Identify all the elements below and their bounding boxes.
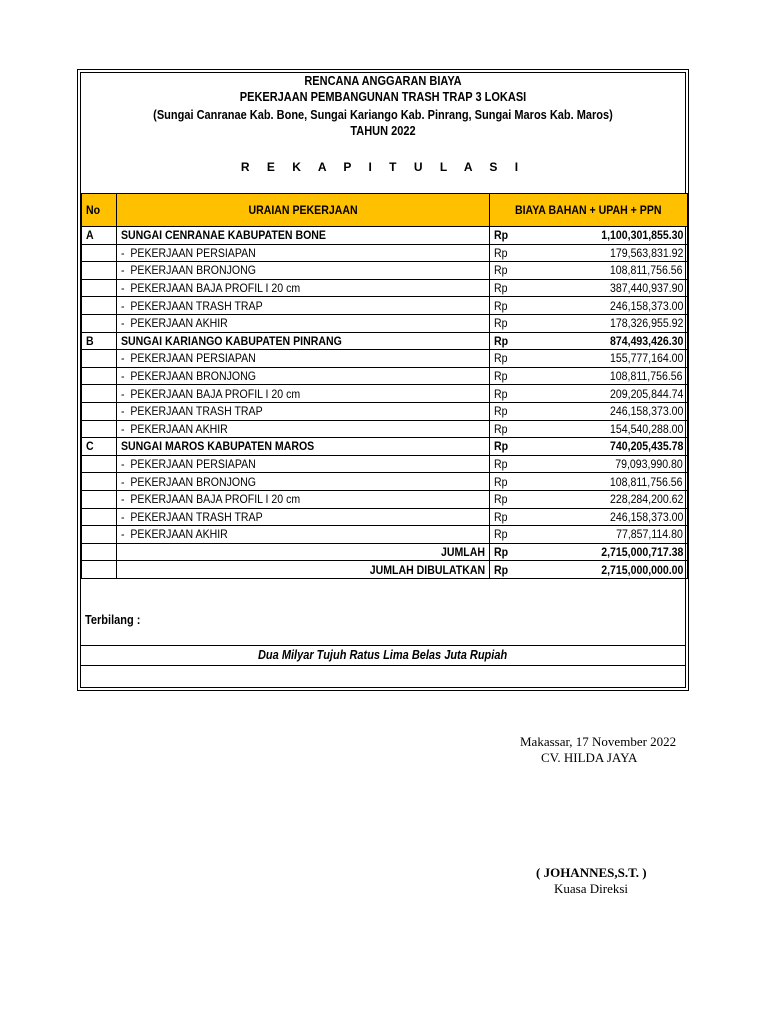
currency-label: Rp (490, 350, 535, 368)
currency-label: Rp (490, 438, 535, 456)
doc-year: TAHUN 2022 (350, 124, 416, 138)
currency-label: Rp (490, 279, 535, 297)
total-label: JUMLAH DIBULATKAN (117, 561, 490, 579)
currency-label: Rp (490, 402, 535, 420)
item-amount: 178,326,955.92 (535, 314, 688, 332)
currency-label: Rp (490, 262, 535, 280)
section-row (82, 438, 688, 456)
row-no (82, 367, 117, 385)
item-label: - PEKERJAAN BAJA PROFIL I 20 cm (117, 279, 490, 297)
terbilang-label: Terbilang : (85, 613, 141, 627)
currency-label: Rp (490, 543, 535, 561)
item-amount: 179,563,831.92 (535, 244, 688, 262)
signer-position: Kuasa Direksi (554, 881, 629, 896)
item-label: - PEKERJAAN BAJA PROFIL I 20 cm (117, 490, 490, 508)
recap-table-body (82, 194, 688, 579)
item-amount: 246,158,373.00 (535, 508, 688, 526)
item-label: - PEKERJAAN AKHIR (117, 420, 490, 438)
item-amount: 108,811,756.56 (535, 367, 688, 385)
item-amount: 79,093,990.80 (535, 455, 688, 473)
company-name: CV. HILDA JAYA (541, 750, 638, 765)
currency-label: Rp (490, 561, 535, 579)
section-total: 740,205,435.78 (535, 438, 688, 456)
row-no (82, 543, 117, 561)
total-label: JUMLAH (117, 543, 490, 561)
item-label: - PEKERJAAN TRASH TRAP (117, 402, 490, 420)
item-amount: 77,857,114.80 (535, 526, 688, 544)
row-no (82, 473, 117, 491)
table-row (82, 314, 688, 332)
table-row (82, 279, 688, 297)
jumlah-row (82, 543, 688, 561)
item-label: - PEKERJAAN AKHIR (117, 314, 490, 332)
currency-label: Rp (490, 227, 535, 245)
table-row (82, 244, 688, 262)
table-row (82, 262, 688, 280)
col-no-header: No (82, 194, 117, 227)
item-amount: 246,158,373.00 (535, 297, 688, 315)
item-label: - PEKERJAAN PERSIAPAN (117, 455, 490, 473)
terbilang-text: Dua Milyar Tujuh Ratus Lima Belas Juta Rupiah (258, 648, 508, 662)
item-amount: 209,205,844.74 (535, 385, 688, 403)
signer-name: ( JOHANNES,S.T. ) (536, 865, 647, 880)
table-row (82, 508, 688, 526)
divider (81, 645, 685, 646)
section-title: SUNGAI MAROS KABUPATEN MAROS (117, 438, 490, 456)
row-no (82, 385, 117, 403)
section-title: SUNGAI CENRANAE KABUPATEN BONE (117, 227, 490, 245)
item-label: - PEKERJAAN AKHIR (117, 526, 490, 544)
row-no (82, 297, 117, 315)
section-total: 1,100,301,855.30 (535, 227, 688, 245)
table-row (82, 455, 688, 473)
table-row (82, 526, 688, 544)
currency-label: Rp (490, 490, 535, 508)
row-no (82, 490, 117, 508)
section-no: B (82, 332, 117, 350)
table-row (82, 402, 688, 420)
col-biaya-header: BIAYA BAHAN + UPAH + PPN (490, 194, 688, 227)
currency-label: Rp (490, 314, 535, 332)
row-no (82, 262, 117, 280)
table-row (82, 490, 688, 508)
currency-label: Rp (490, 332, 535, 350)
rekap-heading: R E K A P I T U L A S I (240, 160, 526, 174)
item-amount: 154,540,288.00 (535, 420, 688, 438)
item-label: - PEKERJAAN TRASH TRAP (117, 508, 490, 526)
currency-label: Rp (490, 455, 535, 473)
section-title: SUNGAI KARIANGO KABUPATEN PINRANG (117, 332, 490, 350)
doc-title: RENCANA ANGGARAN BIAYA (304, 74, 462, 88)
table-row (82, 297, 688, 315)
divider (81, 665, 685, 666)
table-header-row (82, 194, 688, 227)
row-no (82, 561, 117, 579)
row-no (82, 455, 117, 473)
row-no (82, 279, 117, 297)
row-no (82, 314, 117, 332)
currency-label: Rp (490, 420, 535, 438)
section-no: A (82, 227, 117, 245)
item-amount: 108,811,756.56 (535, 473, 688, 491)
currency-label: Rp (490, 244, 535, 262)
row-no (82, 402, 117, 420)
row-no (82, 508, 117, 526)
rab-inner-frame (80, 72, 686, 688)
item-label: - PEKERJAAN PERSIAPAN (117, 244, 490, 262)
section-no: C (82, 438, 117, 456)
row-no (82, 350, 117, 368)
currency-label: Rp (490, 526, 535, 544)
item-label: - PEKERJAAN PERSIAPAN (117, 350, 490, 368)
jumlah-dibulatkan-row (82, 561, 688, 579)
col-uraian-header: URAIAN PEKERJAAN (117, 194, 490, 227)
recap-table (81, 193, 688, 579)
place-date: Makassar, 17 November 2022 (520, 734, 677, 749)
item-label: - PEKERJAAN TRASH TRAP (117, 297, 490, 315)
item-amount: 228,284,200.62 (535, 490, 688, 508)
item-label: - PEKERJAAN BRONJONG (117, 473, 490, 491)
table-row (82, 367, 688, 385)
total-amount: 2,715,000,717.38 (535, 543, 688, 561)
currency-label: Rp (490, 385, 535, 403)
item-amount: 108,811,756.56 (535, 262, 688, 280)
row-no (82, 244, 117, 262)
row-no (82, 526, 117, 544)
item-label: - PEKERJAAN BRONJONG (117, 262, 490, 280)
row-no (82, 420, 117, 438)
table-row (82, 420, 688, 438)
currency-label: Rp (490, 297, 535, 315)
doc-locations: (Sungai Canranae Kab. Bone, Sungai Kariango Kab. Pinrang, Sungai Maros Kab. Maros) (153, 108, 613, 122)
item-amount: 246,158,373.00 (535, 402, 688, 420)
item-label: - PEKERJAAN BRONJONG (117, 367, 490, 385)
doc-subtitle: PEKERJAAN PEMBANGUNAN TRASH TRAP 3 LOKASI (239, 90, 527, 104)
item-amount: 387,440,937.90 (535, 279, 688, 297)
table-row (82, 385, 688, 403)
table-row (82, 473, 688, 491)
total-amount: 2,715,000,000.00 (535, 561, 688, 579)
section-row (82, 332, 688, 350)
section-total: 874,493,426.30 (535, 332, 688, 350)
section-row (82, 227, 688, 245)
rab-document (77, 69, 689, 691)
item-amount: 155,777,164.00 (535, 350, 688, 368)
table-row (82, 350, 688, 368)
currency-label: Rp (490, 508, 535, 526)
currency-label: Rp (490, 473, 535, 491)
item-label: - PEKERJAAN BAJA PROFIL I 20 cm (117, 385, 490, 403)
currency-label: Rp (490, 367, 535, 385)
